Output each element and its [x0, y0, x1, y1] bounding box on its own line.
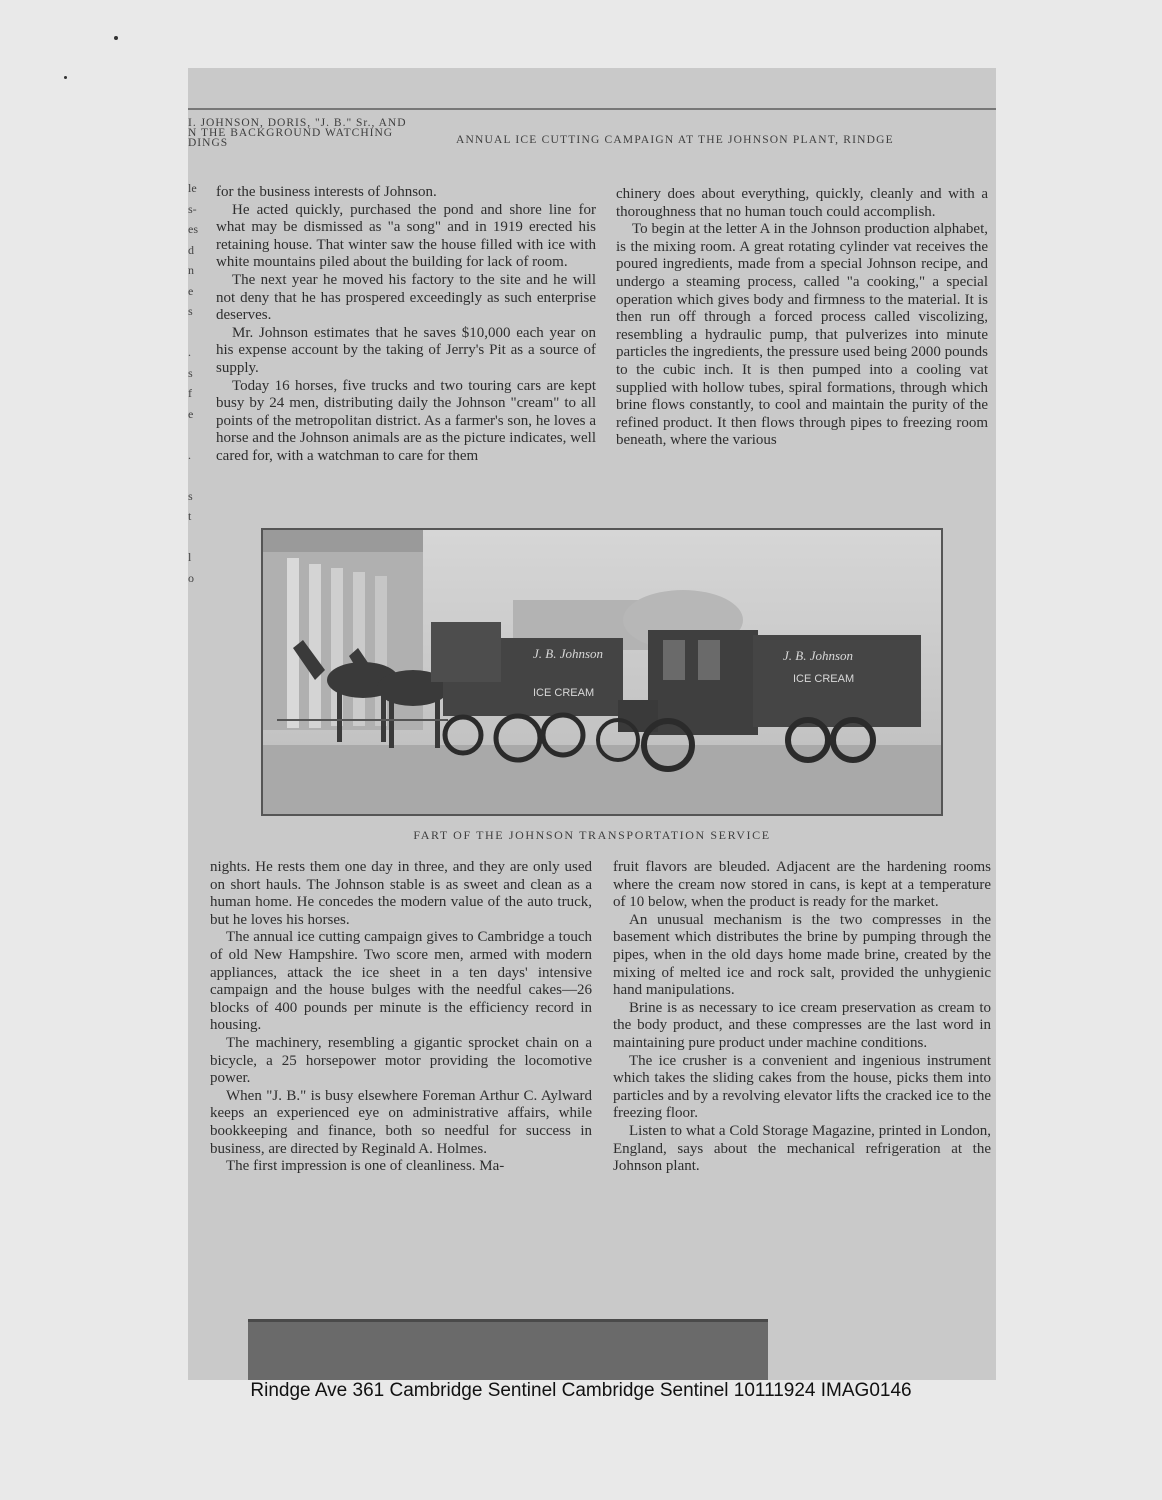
edge-letter — [188, 322, 206, 343]
edge-letter: e — [188, 406, 194, 421]
column-bottom-left — [210, 859, 592, 1176]
edge-letter: le — [188, 181, 197, 195]
edge-letter: d — [188, 242, 194, 257]
edge-letter: t — [188, 509, 192, 523]
cropped-column-edge — [188, 178, 206, 588]
paragraph: The first impression is one of cleanliness. Ma- — [226, 1158, 505, 1175]
paragraph: When "J. B." is busy elsewhere Foreman Arthur C. Aylward keeps an experienced eye on administrative affairs, while bookkeeping and finance, both so needful for success in business, are directed by Reginald A. Holmes. — [210, 1087, 592, 1157]
transportation-photo — [261, 528, 943, 816]
header-left — [188, 118, 448, 148]
header-left-line: DINGS — [188, 137, 229, 149]
paragraph: chinery does about everything, quickly, cleanly and with a thoroughness that no human touch could accomplish. — [616, 186, 988, 220]
edge-letter — [188, 527, 206, 548]
paragraph: The annual ice cutting campaign gives to Cambridge a touch of old New Hampshire. Two score men, armed with modern appliances, attack the ice sheet in a ten days' intensive campaign and the house bulges with the needful cakes—26 blocks of 400 pounds per minute is the efficiency record in housing. — [210, 929, 592, 1034]
edge-letter: s- — [188, 201, 197, 216]
edge-letter — [188, 465, 206, 486]
paragraph: The machinery, resembling a gigantic sprocket chain on a bicycle, a 25 horsepower motor providing the locomotive power. — [210, 1034, 592, 1087]
paragraph: Listen to what a Cold Storage Magazine, printed in London, England, says about the mechanical refrigeration at the Johnson plant. — [613, 1122, 991, 1175]
edge-letter: . — [188, 447, 191, 462]
paragraph: for the business interests of Johnson. — [216, 184, 437, 200]
edge-letter: e — [188, 283, 194, 298]
paragraph: fruit flavors are bleuded. Adjacent are the hardening rooms where the cream now stored in cans, is kept at a temperature of 10 below, when the product is ready for the market. — [613, 859, 991, 911]
scan-speck — [114, 36, 118, 40]
archive-caption: Rindge Ave 361 Cambridge Sentinel Cambridge Sentinel 10111924 IMAG0146 — [250, 1380, 912, 1401]
edge-letter — [188, 424, 206, 445]
edge-letter: o — [188, 570, 194, 585]
edge-letter: f — [188, 386, 192, 400]
paragraph: nights. He rests them one day in three, and they are only used on short hauls. The Johnson stable is as sweet and clean as a human home. He concedes the modern value of the auto truck, but he loves his horses. — [210, 859, 592, 928]
photo-caption: FART OF THE JOHNSON TRANSPORTATION SERVICE — [413, 828, 771, 842]
column-top-left — [216, 184, 596, 466]
column-top-right — [616, 186, 988, 450]
header-right: ANNUAL ICE CUTTING CAMPAIGN AT THE JOHNSON PLANT, RINDGE — [456, 134, 894, 146]
edge-letter: s — [188, 304, 193, 318]
header-left-line: I. JOHNSON, DORIS, "J. B." Sr., AND — [188, 117, 407, 129]
edge-letter: . — [188, 345, 191, 359]
wagon-product: ICE CREAM — [533, 687, 595, 699]
paragraph: Mr. Johnson estimates that he saves $10,000 each year on his expense account by the taking of Jerry's Pit as a source of supply. — [216, 324, 596, 376]
paragraph: The ice crusher is a convenient and ingenious instrument which takes the sliding cakes from the house, picks them into particles and by a revolving elevator lifts the cracked ice to the freezing floor. — [613, 1052, 991, 1122]
paragraph: The next year he moved his factory to the site and he will not deny that he has prospered exceedingly as such enterprise deserves. — [216, 271, 596, 324]
edge-letter: l — [188, 550, 192, 564]
paragraph: Brine is as necessary to ice cream preservation as cream to the body product, and these compresses are the last word in maintaining pure product under machine conditions. — [613, 999, 991, 1051]
column-bottom-right — [613, 859, 991, 1176]
paragraph: He acted quickly, purchased the pond and shore line for what may be dismissed as "a song" and in 1919 erected his retaining house. That winter saw the house filled with ice with white mountains piled about the building for lack of room. — [216, 201, 596, 271]
paragraph: An unusual mechanism is the two compresses in the basement which distributes the brine by pumping through the pipes, when in the old days home made brine, created by the mixing of melted ice and rock salt, provided the unhygienic hand manipulations. — [613, 911, 991, 999]
paragraph: To begin at the letter A in the Johnson production alphabet, is the mixing room. A great rotating cylinder vat receives the poured ingredients, made from a special Johnson recipe, and undergo a steaming process, called "a cooking," a special operation which gives body and firmness to the material. It is then run off through a forced process called viscolizing, resembling a hydraulic pump, that pulverizes into minute particles the ingredients, the pressure used being 2000 pounds to the cubic inch. It is then pumped into a cooling vat supplied with hollow tubes, spiral formations, through which brine flows constantly, to cool and maintain the purity of the refined product. It then flows through pipes to freezing room beneath, where the various — [616, 221, 988, 449]
edge-letter: n — [188, 263, 194, 277]
header-left-line: N THE BACKGROUND WATCHING — [188, 127, 394, 139]
edge-letter: es — [188, 222, 198, 236]
scanned-page — [188, 68, 996, 1380]
truck-product: ICE CREAM — [793, 673, 855, 685]
photo-illustration — [263, 530, 941, 814]
scan-speck — [64, 76, 67, 79]
header-rule — [188, 108, 996, 110]
edge-letter: s — [188, 488, 193, 503]
wagon-lettering: J. B. Johnson — [533, 646, 604, 661]
paragraph: Today 16 horses, five trucks and two touring cars are kept busy by 24 men, distributing daily the Johnson "cream" to all points of the metropolitan district. As a farmer's son, he loves a horse and the Johnson animals are as the picture indicates, well cared for, with a watchman to care for them — [216, 377, 596, 464]
truck-lettering: J. B. Johnson — [783, 648, 854, 663]
next-photo-edge — [248, 1319, 768, 1380]
edge-letter: s — [188, 365, 193, 380]
